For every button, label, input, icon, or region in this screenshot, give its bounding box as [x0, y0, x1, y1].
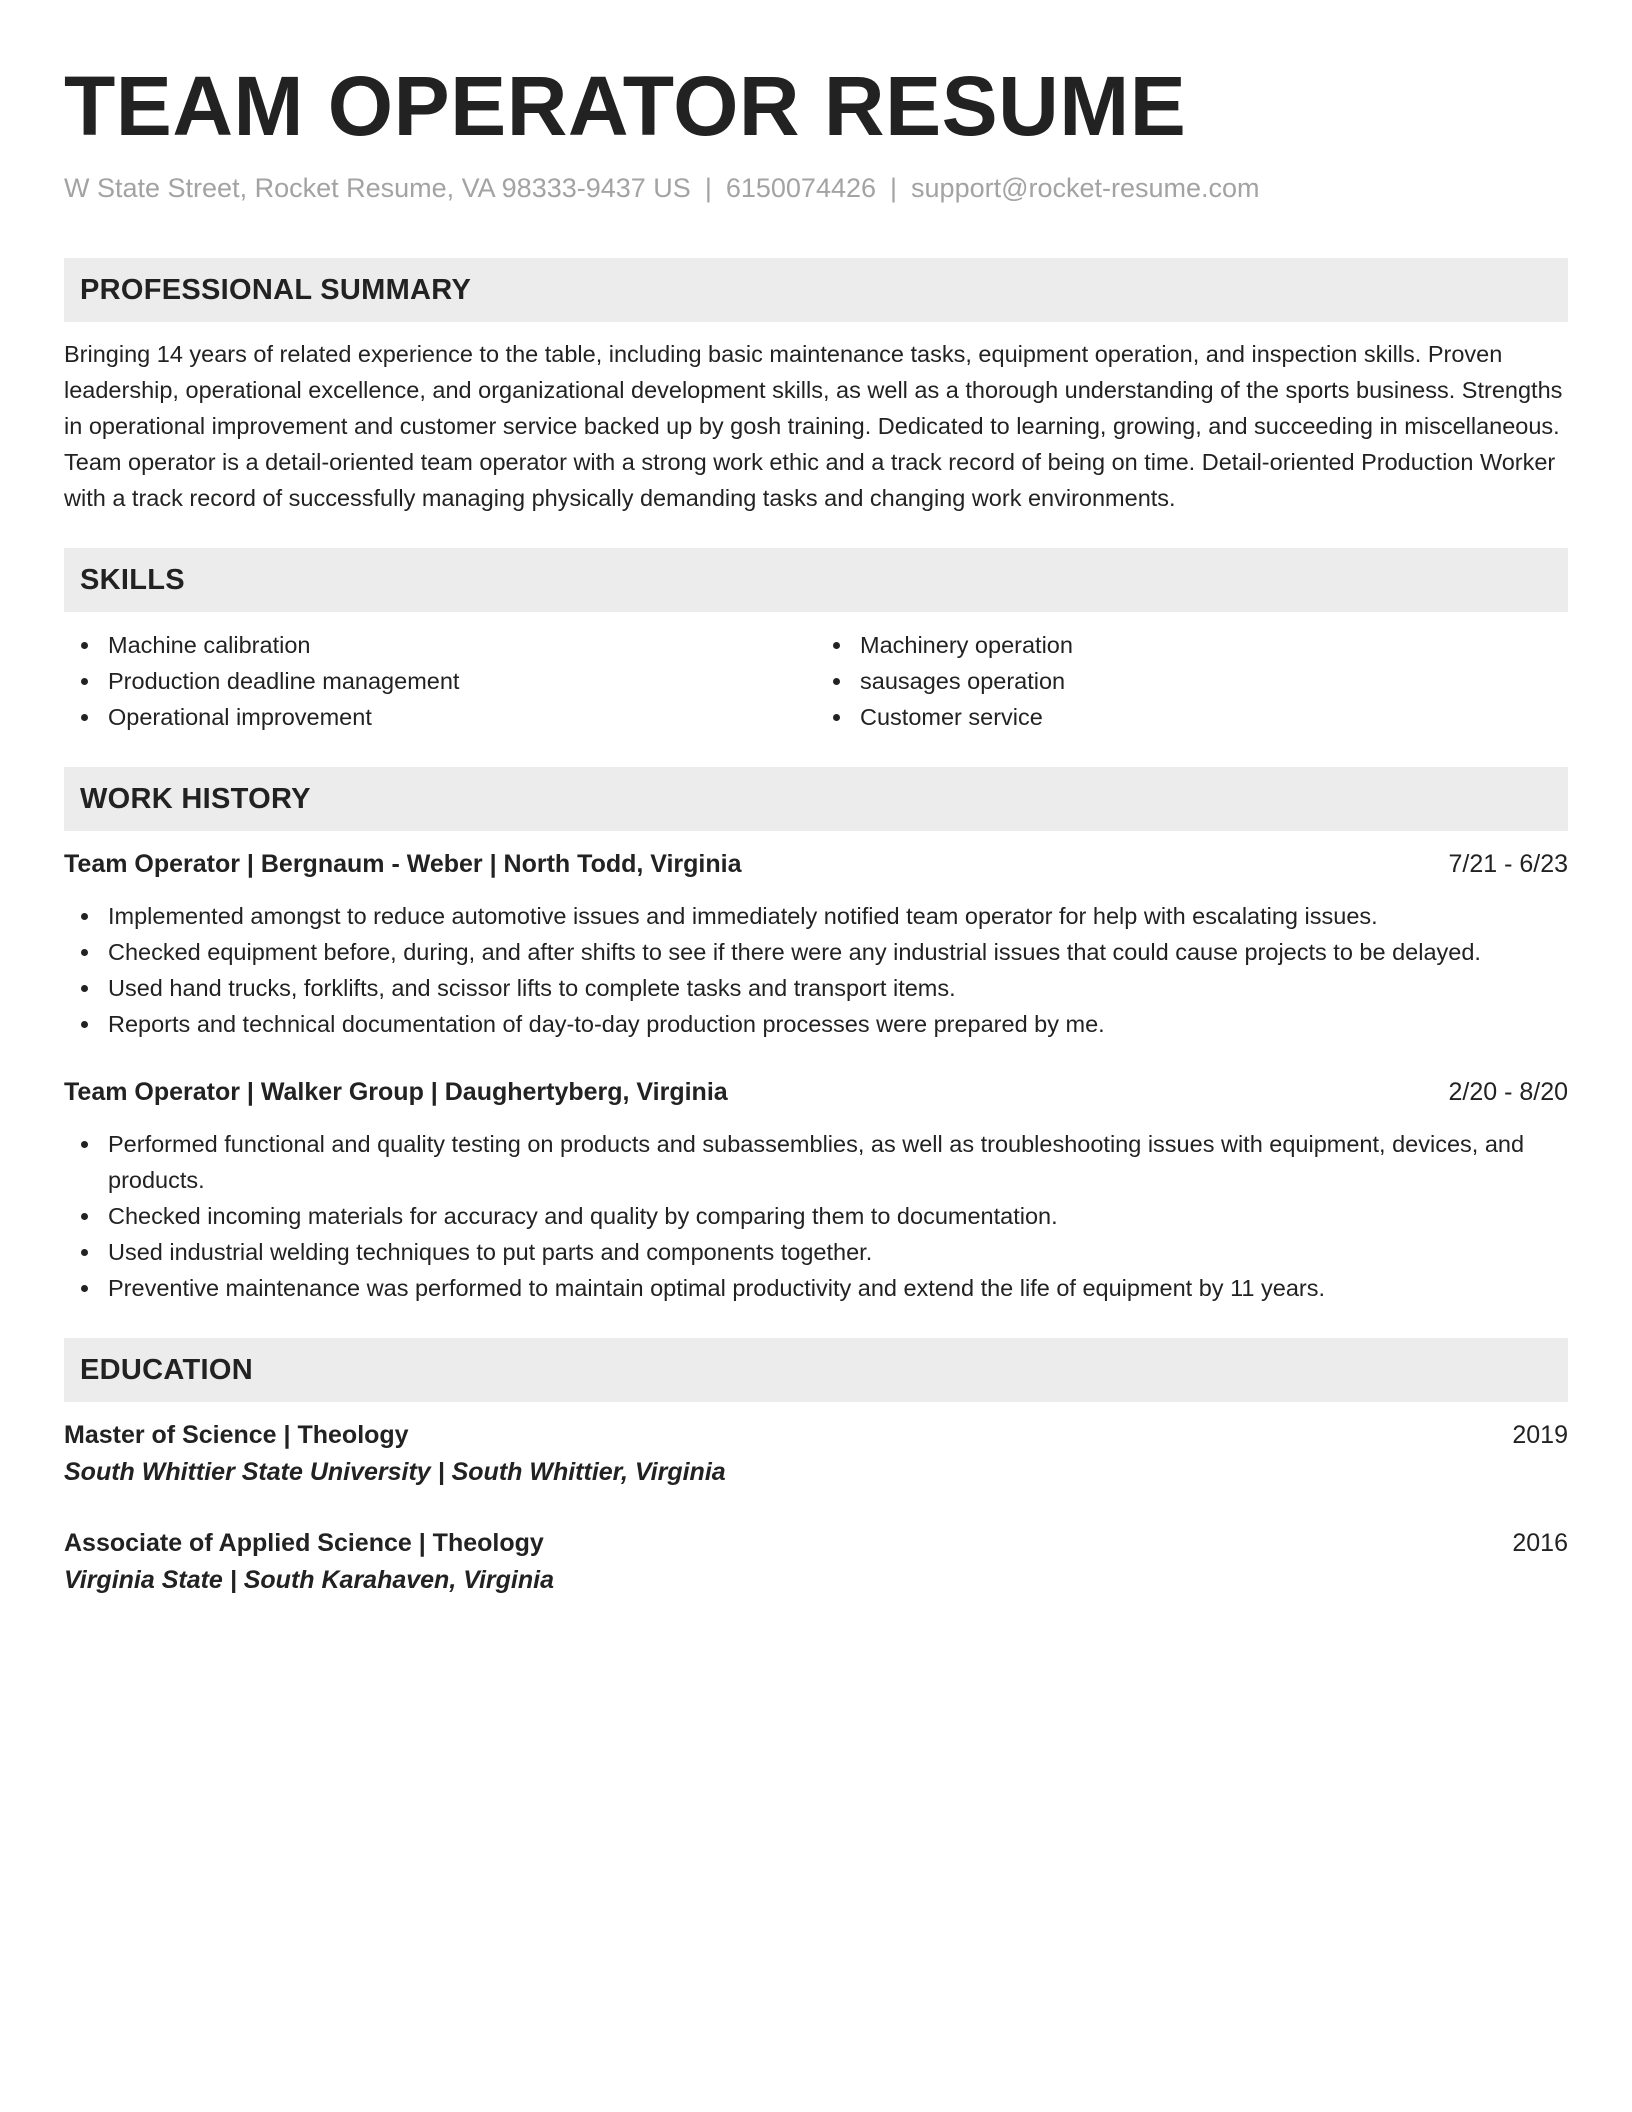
skill-item: Machinery operation [816, 627, 1568, 663]
contact-phone: 6150074426 [725, 173, 877, 203]
job-header [64, 1074, 1568, 1110]
job-duties [64, 1126, 1568, 1306]
degree-title: Associate of Applied Science | Theology [64, 1529, 544, 1557]
skill-item: Operational improvement [64, 699, 816, 735]
education-entry [64, 1525, 1568, 1599]
job-dates: 2/20 - 8/20 [1448, 1078, 1568, 1106]
skill-item: Machine calibration [64, 627, 816, 663]
skill-item: Customer service [816, 699, 1568, 735]
skills-column-left [64, 627, 816, 735]
education-header [64, 1417, 1568, 1453]
section-heading-summary: PROFESSIONAL SUMMARY [64, 258, 1568, 322]
job-duty: Used hand trucks, forklifts, and scissor lifts to complete tasks and transport items. [64, 970, 1568, 1006]
job-entry [64, 846, 1568, 1042]
job-duty: Checked incoming materials for accuracy and quality by comparing them to documentation. [64, 1198, 1568, 1234]
section-heading-education: EDUCATION [64, 1338, 1568, 1402]
job-duty: Implemented amongst to reduce automotive issues and immediately notified team operator for help with escalating issues. [64, 898, 1568, 934]
contact-separator: | [890, 173, 898, 203]
school-name: South Whittier State University | South Whittier, Virginia [64, 1458, 726, 1486]
skills-list [64, 627, 1568, 735]
section-heading-work-history: WORK HISTORY [64, 767, 1568, 831]
summary-paragraph: Bringing 14 years of related experience to the table, including basic maintenance tasks, equipment operation, and inspection skills. Proven leadership, operational excellence, and organizational development skills, as well as a thorough understanding of the sports business. Strengths in operational improvement and customer service backed up by gosh training. Dedicated to learning, growing, and succeeding in miscellaneous. Team operator is a detail-oriented team operator with a strong work ethic and a track record of being on time. Detail-oriented Production Worker with a track record of successfully managing physically demanding tasks and changing work environments. [64, 341, 1563, 511]
section-heading-skills: SKILLS [64, 548, 1568, 612]
contact-separator: | [704, 173, 712, 203]
job-dates: 7/21 - 6/23 [1448, 850, 1568, 878]
graduation-year: 2019 [1512, 1421, 1568, 1449]
school-name: Virginia State | South Karahaven, Virginia [64, 1566, 554, 1594]
job-header [64, 846, 1568, 882]
education-header [64, 1525, 1568, 1561]
education-entry [64, 1417, 1568, 1491]
contact-address: W State Street, Rocket Resume, VA 98333-9437 US [64, 173, 691, 203]
job-duty: Performed functional and quality testing on products and subassemblies, as well as troubleshooting issues with equipment, devices, and products. [64, 1126, 1568, 1198]
job-duties [64, 898, 1568, 1042]
job-title: Team Operator | Walker Group | Daughertyberg, Virginia [64, 1078, 728, 1106]
job-title: Team Operator | Bergnaum - Weber | North Todd, Virginia [64, 850, 742, 878]
skill-item: Production deadline management [64, 663, 816, 699]
job-duty: Preventive maintenance was performed to maintain optimal productivity and extend the life of equipment by 11 years. [64, 1270, 1568, 1306]
graduation-year: 2016 [1512, 1529, 1568, 1557]
job-duty: Checked equipment before, during, and after shifts to see if there were any industrial issues that could cause projects to be delayed. [64, 934, 1568, 970]
job-entry [64, 1074, 1568, 1306]
degree-title: Master of Science | Theology [64, 1421, 409, 1449]
job-duty: Used industrial welding techniques to put parts and components together. [64, 1234, 1568, 1270]
skill-item: sausages operation [816, 663, 1568, 699]
resume-title: TEAM OPERATOR RESUME [64, 59, 1187, 153]
job-duty: Reports and technical documentation of day-to-day production processes were prepared by me. [64, 1006, 1568, 1042]
contact-line [64, 170, 1568, 206]
contact-email: support@rocket-resume.com [911, 173, 1260, 203]
skills-column-right [816, 627, 1568, 735]
